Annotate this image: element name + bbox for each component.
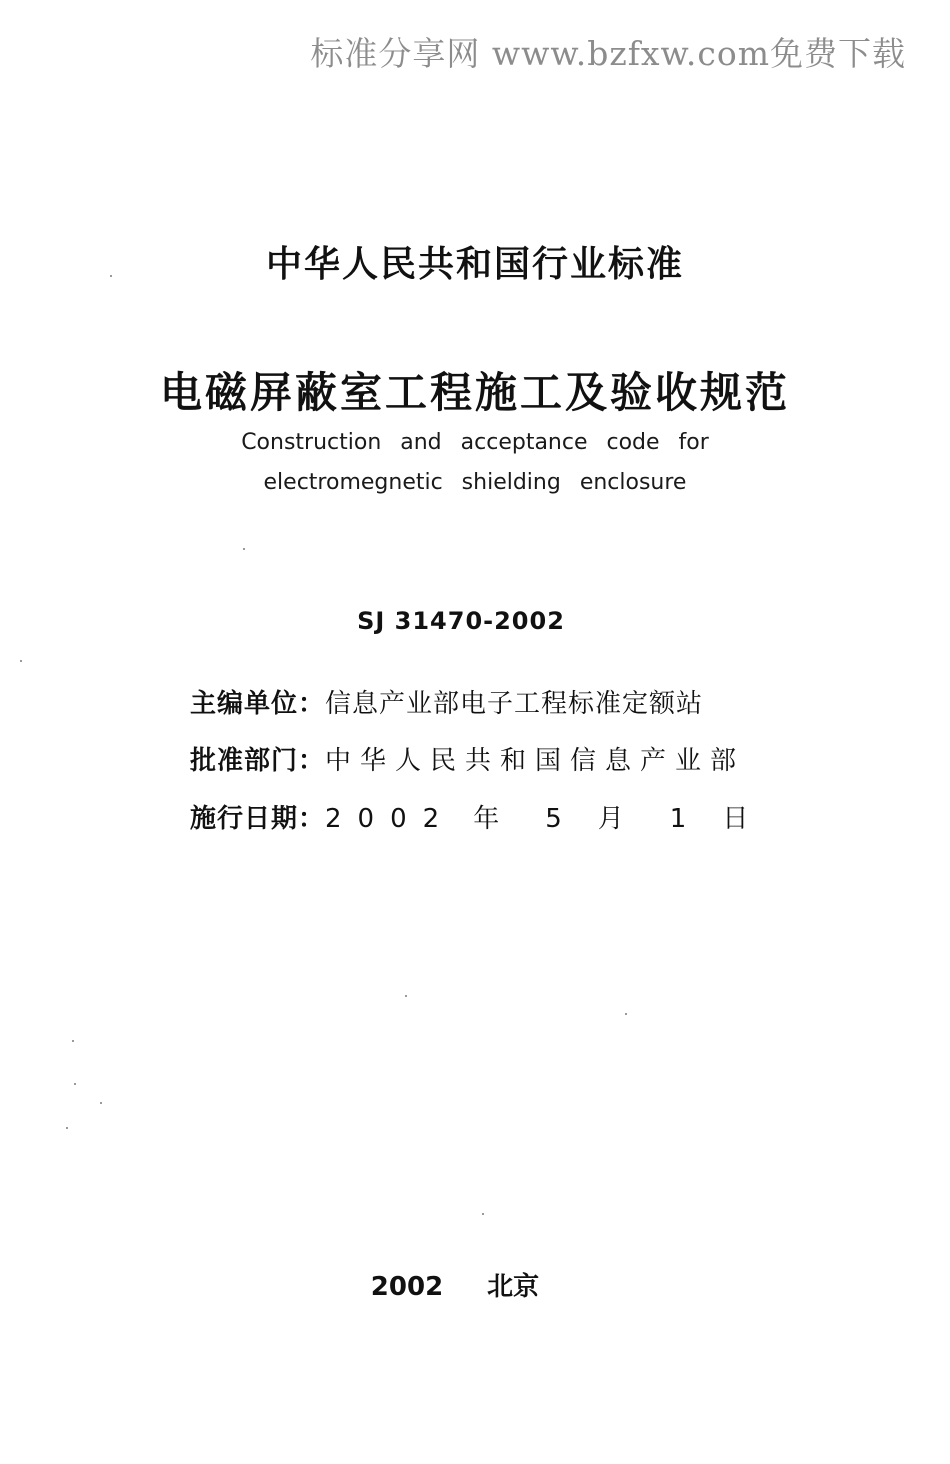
approver-value: 中华人民共和国信息产业部 [325,746,746,776]
scan-speck [243,548,245,550]
month-unit: 月 [597,804,624,834]
effective-date-label: 施行日期： [190,804,326,834]
publication-footer [0,1266,910,1303]
document-title-english-line-1: Construction and acceptance code for [241,430,709,455]
editor-label: 主编单位： [190,689,326,719]
standard-code: SJ 31470-2002 [357,607,565,635]
approver-label: 批准部门： [190,746,326,776]
day-unit: 日 [722,804,749,834]
scan-speck [66,1127,68,1129]
year-unit: 年 [473,804,500,834]
document-title-english-line-2: electromegnetic shielding enclosure [263,470,687,495]
watermark-text: 标准分享网 www.bzfxw.com免费下载 [310,34,906,73]
approver-row [190,740,745,777]
standard-category-heading: 中华人民共和国行业标准 [265,244,684,285]
effective-day: 1 [669,804,687,834]
scan-speck [110,275,112,277]
scan-speck [405,995,407,997]
scan-speck [20,660,22,662]
scan-speck [625,1013,627,1015]
effective-year: 2002 [325,804,456,834]
scan-speck [74,1083,76,1085]
scan-speck [72,1040,74,1042]
effective-month: 5 [545,804,562,834]
editor-value: 信息产业部电子工程标准定额站 [325,689,704,719]
editor-row [190,683,703,720]
publication-year: 2002 [370,1272,444,1302]
effective-date-value [325,798,748,835]
document-title-chinese: 电磁屏蔽室工程施工及验收规范 [159,368,790,417]
scan-speck [100,1102,102,1104]
publication-place: 北京 [487,1272,540,1302]
scan-speck [482,1213,484,1215]
effective-date-row [190,798,748,835]
